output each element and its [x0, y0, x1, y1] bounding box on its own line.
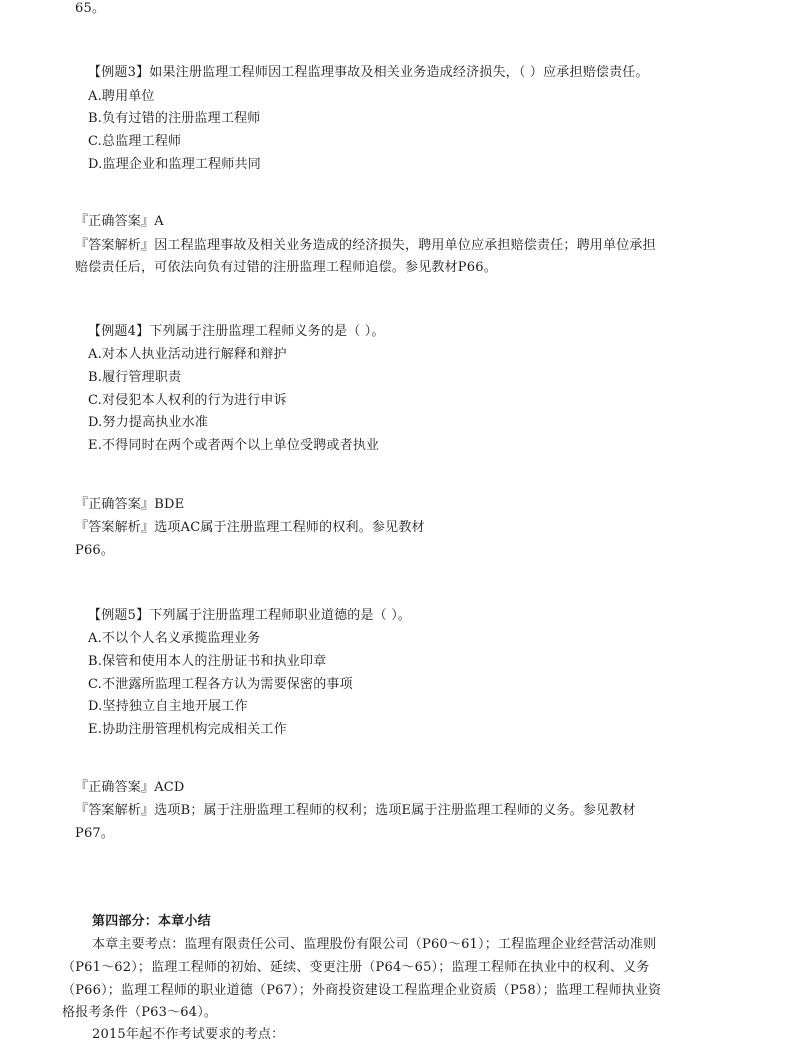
example4-explanation-line2: P66。 [75, 543, 115, 558]
example3-option-d: D.监理企业和监理工程师共同 [88, 157, 261, 172]
example5-explanation-line2: P67。 [75, 826, 115, 841]
summary-line4: 格报考条件（P63～64）。 [62, 1005, 218, 1020]
example3-question: 【例题3】如果注册监理工程师因工程监理事故及相关业务造成经济损失，（ ）应承担赔偿责任。 [88, 65, 649, 80]
example4-answer: 『正确答案』BDE [75, 497, 185, 512]
example5-option-d: D.坚持独立自主地开展工作 [88, 699, 248, 714]
example4-option-b: B.履行管理职责 [88, 370, 182, 385]
example5-option-c: C.不泄露所监理工程各方认为需要保密的事项 [88, 677, 353, 692]
example4-question: 【例题4】下列属于注册监理工程师义务的是（ ）。 [88, 324, 385, 339]
example5-option-b: B.保管和使用本人的注册证书和执业印章 [88, 654, 327, 669]
example5-explanation-line1: 『答案解析』选项B；属于注册监理工程师的权利；选项E属于注册监理工程师的义务。参见教材 [75, 803, 636, 818]
example5-answer: 『正确答案』ACD [75, 780, 185, 795]
example5-option-e: E.协助注册管理机构完成相关工作 [88, 722, 287, 737]
example4-option-e: E.不得同时在两个或者两个以上单位受聘或者执业 [88, 438, 380, 453]
example3-option-c: C.总监理工程师 [88, 134, 182, 149]
summary-line2: （P61～62）；监理工程师的初始、延续、变更注册（P64～65）；监理工程师在执业中的权利、义务 [62, 960, 650, 975]
summary-line3: （P66）；监理工程师的职业道德（P67）；外商投资建设工程监理企业资质（P58）；监理工程师执业资 [62, 983, 662, 998]
example3-explanation-line2: 赔偿责任后，可依法向负有过错的注册监理工程师追偿。参见教材P66。 [75, 260, 497, 275]
example3-option-b: B.负有过错的注册监理工程师 [88, 111, 261, 126]
top-fragment: 65。 [75, 1, 106, 16]
example3-answer: 『正确答案』A [75, 214, 164, 229]
example4-option-a: A.对本人执业活动进行解释和辩护 [88, 347, 287, 362]
example4-option-c: C.对侵犯本人权利的行为进行申诉 [88, 393, 287, 408]
summary-line1: 本章主要考点：监理有限责任公司、监理股份有限公司（P60～61）；工程监理企业经营活动准则 [92, 937, 657, 952]
summary-heading: 第四部分：本章小结 [92, 914, 211, 929]
example5-question: 【例题5】下列属于注册监理工程师职业道德的是（ ）。 [88, 608, 412, 623]
example3-explanation-line1: 『答案解析』因工程监理事故及相关业务造成的经济损失，聘用单位应承担赔偿责任；聘用单位承担 [75, 238, 656, 253]
example4-explanation-line1: 『答案解析』选项AC属于注册监理工程师的权利。参见教材 [75, 520, 425, 535]
example3-option-a: A.聘用单位 [88, 89, 155, 104]
example4-option-d: D.努力提高执业水准 [88, 415, 209, 430]
summary-line5: 2015年起不作考试要求的考点： [92, 1027, 285, 1042]
example5-option-a: A.不以个人名义承揽监理业务 [88, 631, 261, 646]
